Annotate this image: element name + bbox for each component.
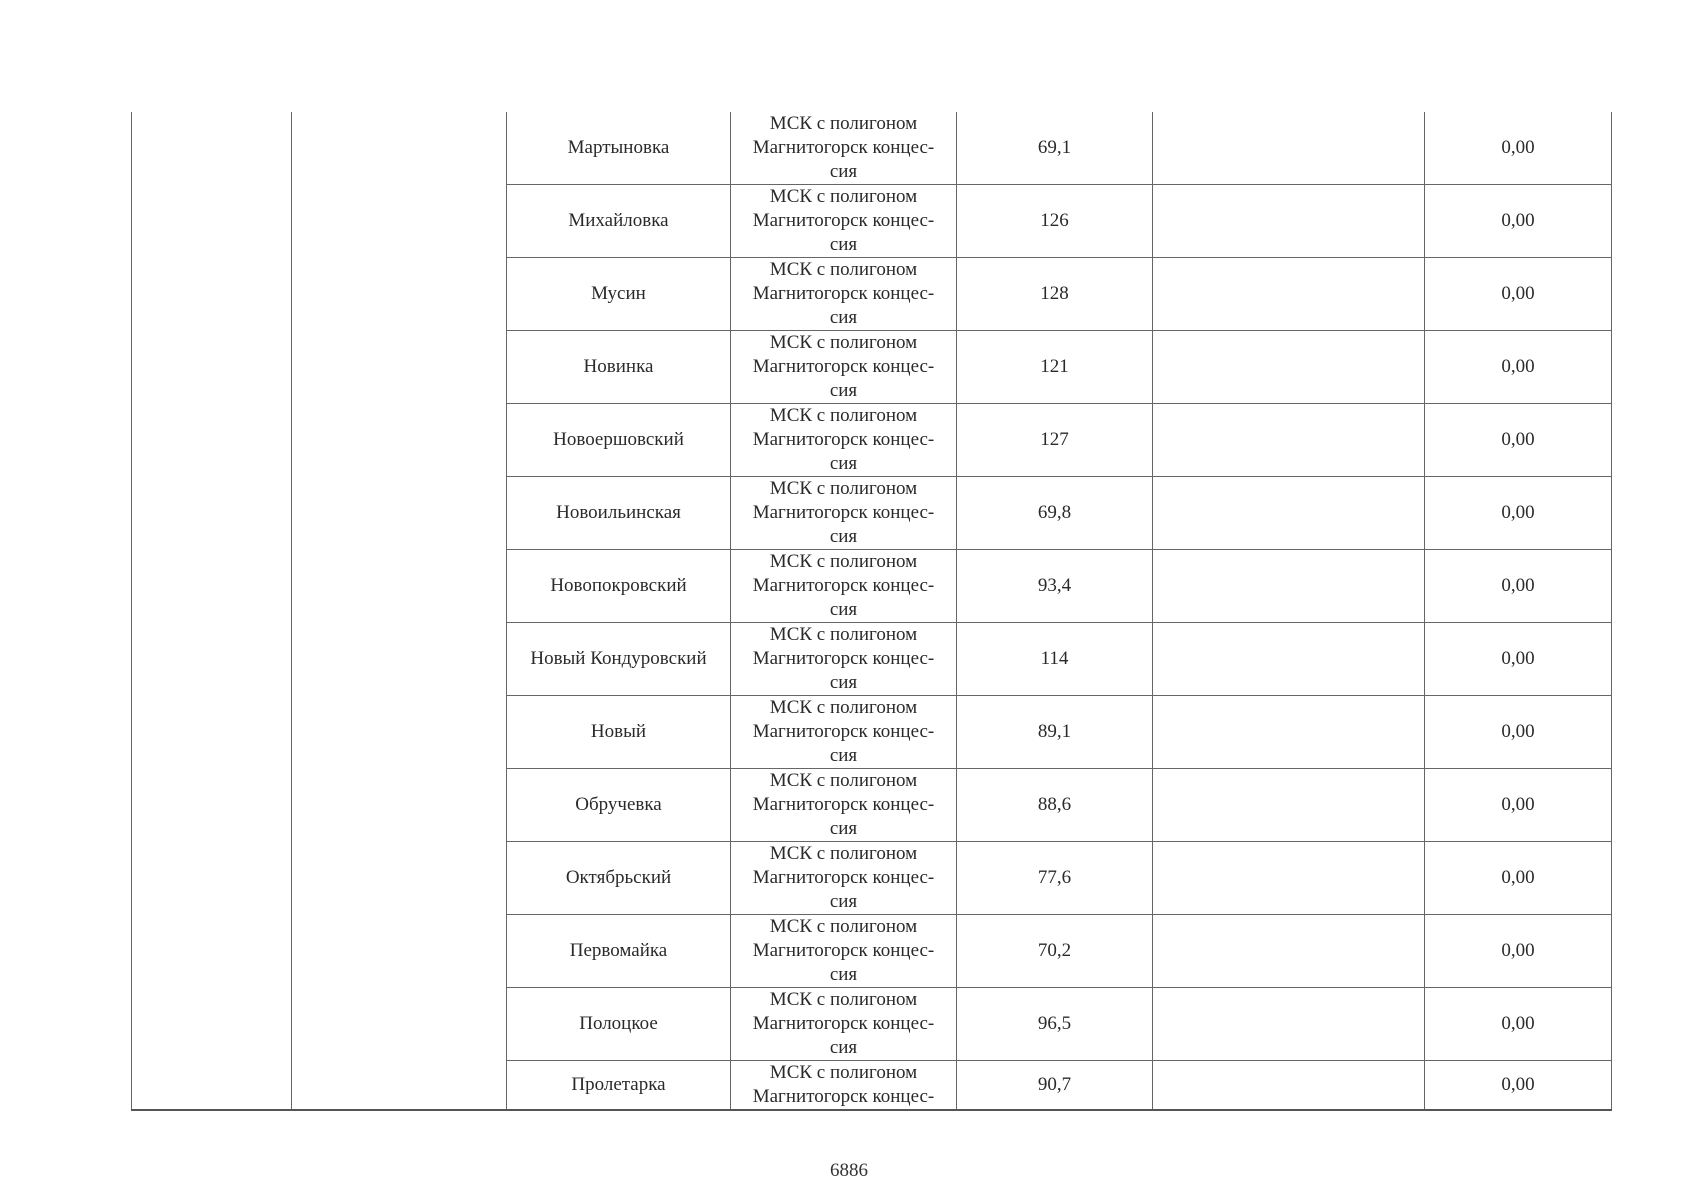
- distance-text: 126: [1040, 210, 1069, 231]
- empty-cell: [1153, 550, 1425, 623]
- facility-cell: [731, 1061, 957, 1111]
- settlement-cell: [507, 185, 731, 258]
- settlement-cell: [507, 477, 731, 550]
- distance-text: 77,6: [1037, 867, 1072, 888]
- value-cell: [1425, 696, 1612, 769]
- facility-text: МСК с полигоном Магнитогорск концес- сия: [752, 405, 935, 474]
- empty-cell: [1153, 185, 1425, 258]
- settlement-cell: [507, 258, 731, 331]
- distance-cell: [957, 258, 1153, 331]
- settlement-text: Обручевка: [575, 794, 662, 815]
- value-text: 0,00: [1501, 1013, 1535, 1034]
- settlement-text: Новый Кондуровский: [530, 648, 707, 669]
- distance-cell: [957, 1061, 1153, 1111]
- facility-text: МСК с полигоном Магнитогорск концес- сия: [752, 989, 935, 1058]
- value-cell: [1425, 477, 1612, 550]
- value-cell: [1425, 1061, 1612, 1111]
- empty-cell: [1153, 769, 1425, 842]
- empty-cell: [1153, 404, 1425, 477]
- settlement-text: Новый: [590, 721, 647, 742]
- empty-cell: [1153, 915, 1425, 988]
- value-cell: [1425, 185, 1612, 258]
- settlement-cell: [507, 915, 731, 988]
- settlement-cell: [507, 842, 731, 915]
- settlement-text: Новинка: [583, 356, 654, 377]
- settlement-text: Мартыновка: [567, 137, 670, 158]
- facility-cell: [731, 112, 957, 185]
- empty-cell: [1153, 258, 1425, 331]
- distance-text: 69,1: [1037, 137, 1072, 158]
- facility-cell: [731, 915, 957, 988]
- facility-text: МСК с полигоном Магнитогорск концес- сия: [752, 332, 935, 401]
- facility-cell: [731, 331, 957, 404]
- distance-cell: [957, 477, 1153, 550]
- distance-text: 114: [1040, 648, 1069, 669]
- value-text: 0,00: [1501, 502, 1535, 523]
- empty-cell: [1153, 112, 1425, 185]
- settlement-text: Новоильинская: [556, 502, 681, 523]
- distance-cell: [957, 696, 1153, 769]
- settlement-cell: [507, 696, 731, 769]
- distance-cell: [957, 988, 1153, 1061]
- settlement-text: Октябрьский: [565, 867, 672, 888]
- distance-text: 89,1: [1037, 721, 1072, 742]
- value-cell: [1425, 769, 1612, 842]
- region-cell: [132, 112, 292, 1110]
- facility-text: МСК с полигоном Магнитогорск концес- сия: [752, 843, 935, 912]
- settlement-cell: [507, 988, 731, 1061]
- facility-text: МСК с полигоном Магнитогорск концес- сия: [752, 697, 935, 766]
- settlement-text: Новопокровский: [550, 575, 687, 596]
- settlement-cell: [507, 1061, 731, 1111]
- value-text: 0,00: [1501, 1074, 1535, 1095]
- distance-text: 93,4: [1037, 575, 1072, 596]
- value-cell: [1425, 404, 1612, 477]
- value-cell: [1425, 331, 1612, 404]
- settlement-cell: [507, 331, 731, 404]
- facility-cell: [731, 185, 957, 258]
- distance-cell: [957, 915, 1153, 988]
- page-number: 6886: [830, 1160, 868, 1181]
- empty-cell: [1153, 988, 1425, 1061]
- value-text: 0,00: [1501, 721, 1535, 742]
- facility-cell: [731, 769, 957, 842]
- value-text: 0,00: [1501, 283, 1535, 304]
- settlement-text: Новоершовский: [553, 429, 684, 450]
- distance-text: 70,2: [1037, 940, 1072, 961]
- distance-cell: [957, 185, 1153, 258]
- distance-text: 96,5: [1037, 1013, 1072, 1034]
- facility-text: МСК с полигоном Магнитогорск концес- сия: [752, 478, 935, 547]
- data-table: [131, 112, 1612, 1111]
- value-text: 0,00: [1501, 575, 1535, 596]
- settlement-text: Пролетарка: [571, 1074, 666, 1095]
- empty-cell: [1153, 331, 1425, 404]
- facility-cell: [731, 696, 957, 769]
- settlement-cell: [507, 404, 731, 477]
- facility-cell: [731, 404, 957, 477]
- empty-cell: [1153, 696, 1425, 769]
- distance-cell: [957, 842, 1153, 915]
- value-cell: [1425, 550, 1612, 623]
- facility-text: МСК с полигоном Магнитогорск концес- сия: [752, 916, 935, 985]
- settlement-cell: [507, 550, 731, 623]
- value-text: 0,00: [1501, 210, 1535, 231]
- value-cell: [1425, 842, 1612, 915]
- settlement-cell: [507, 769, 731, 842]
- settlement-cell: [507, 623, 731, 696]
- distance-cell: [957, 331, 1153, 404]
- empty-cell: [1153, 623, 1425, 696]
- distance-text: 121: [1040, 356, 1069, 377]
- facility-text: МСК с полигоном Магнитогорск концес- сия: [752, 259, 935, 328]
- value-cell: [1425, 258, 1612, 331]
- facility-text: МСК с полигоном Магнитогорск концес- сия: [752, 551, 935, 620]
- empty-cell: [1153, 842, 1425, 915]
- district-cell: [292, 112, 507, 1110]
- table-body: [132, 112, 1612, 1110]
- distance-text: 69,8: [1037, 502, 1072, 523]
- distance-cell: [957, 550, 1153, 623]
- value-text: 0,00: [1501, 429, 1535, 450]
- distance-text: 128: [1040, 283, 1069, 304]
- distance-cell: [957, 404, 1153, 477]
- empty-cell: [1153, 477, 1425, 550]
- facility-cell: [731, 988, 957, 1061]
- value-cell: [1425, 623, 1612, 696]
- facility-text: МСК с полигоном Магнитогорск концес- сия: [752, 113, 935, 182]
- distance-text: 88,6: [1037, 794, 1072, 815]
- settlement-text: Михайловка: [568, 210, 669, 231]
- value-text: 0,00: [1501, 137, 1535, 158]
- value-cell: [1425, 112, 1612, 185]
- distance-cell: [957, 623, 1153, 696]
- facility-cell: [731, 477, 957, 550]
- distance-cell: [957, 769, 1153, 842]
- settlement-cell: [507, 112, 731, 185]
- distance-text: 127: [1040, 429, 1069, 450]
- value-text: 0,00: [1501, 356, 1535, 377]
- facility-text: МСК с полигоном Магнитогорск концес-: [752, 1062, 935, 1107]
- facility-cell: [731, 550, 957, 623]
- value-text: 0,00: [1501, 940, 1535, 961]
- empty-cell: [1153, 1061, 1425, 1111]
- facility-cell: [731, 623, 957, 696]
- value-text: 0,00: [1501, 794, 1535, 815]
- value-cell: [1425, 988, 1612, 1061]
- table-row: [132, 112, 1612, 185]
- facility-cell: [731, 842, 957, 915]
- distance-cell: [957, 112, 1153, 185]
- settlement-text: Первомайка: [569, 940, 668, 961]
- distance-text: 90,7: [1037, 1074, 1072, 1095]
- facility-text: МСК с полигоном Магнитогорск концес- сия: [752, 186, 935, 255]
- facility-cell: [731, 258, 957, 331]
- value-text: 0,00: [1501, 867, 1535, 888]
- facility-text: МСК с полигоном Магнитогорск концес- сия: [752, 624, 935, 693]
- facility-text: МСК с полигоном Магнитогорск концес- сия: [752, 770, 935, 839]
- settlement-text: Полоцкое: [579, 1013, 658, 1034]
- value-text: 0,00: [1501, 648, 1535, 669]
- value-cell: [1425, 915, 1612, 988]
- settlement-text: Мусин: [591, 283, 646, 304]
